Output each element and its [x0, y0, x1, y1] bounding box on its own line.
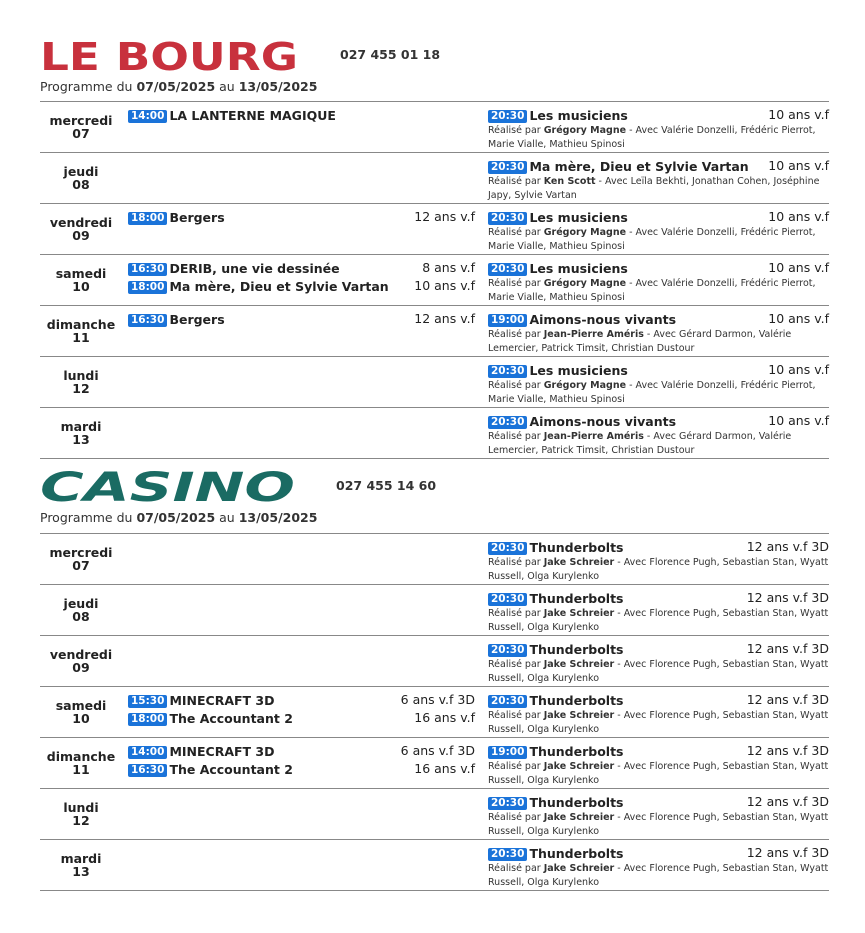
showtime-badge[interactable]: 14:00: [128, 110, 167, 123]
evening-show: [488, 260, 829, 305]
day-date: 12: [72, 813, 90, 828]
film-title[interactable]: Les musiciens: [529, 210, 628, 225]
film-credits: [488, 556, 829, 584]
day-date: 09: [72, 660, 90, 675]
showtime-badge[interactable]: 18:00: [128, 281, 167, 294]
director-name: Jake Schreier: [543, 557, 615, 568]
screening[interactable]: [128, 107, 475, 125]
weekday: vendredi: [49, 647, 113, 662]
film-title[interactable]: MINECRAFT 3D: [169, 744, 275, 759]
day-date: 11: [72, 330, 90, 345]
film-title[interactable]: Thunderbolts: [529, 744, 624, 759]
cast-list: - Avec Valérie Donzelli, Frédéric Pierrot, Marie Vialle, Mathieu Spinosi: [488, 380, 816, 405]
film-credits: [488, 175, 829, 203]
film-credits: [488, 862, 829, 890]
casino-logo: [40, 467, 298, 505]
cast-list: - Avec Gérard Darmon, Valérie Lemercier, Patrick Timsit, Christian Dustour: [488, 431, 792, 456]
cast-list: - Avec Florence Pugh, Sebastian Stan, Wyatt Russell, Olga Kurylenko: [488, 863, 829, 888]
cast-list: - Avec Valérie Donzelli, Frédéric Pierrot, Marie Vialle, Mathieu Spinosi: [488, 125, 816, 150]
director-name: Jake Schreier: [543, 659, 615, 670]
screening[interactable]: [488, 794, 829, 812]
day-date: 10: [72, 279, 90, 294]
screening[interactable]: [488, 413, 829, 431]
age-rating: 8 ans v.f: [422, 260, 475, 275]
directed-by-label: Réalisé par: [488, 329, 541, 340]
day-label: [40, 267, 122, 293]
day-label: [40, 114, 122, 140]
afternoon-shows: [128, 692, 475, 728]
evening-show: [488, 845, 829, 890]
screening[interactable]: [488, 845, 829, 863]
afternoon-shows: [128, 743, 475, 779]
film-credits: [488, 328, 829, 356]
cast-list: - Avec Valérie Donzelli, Frédéric Pierrot, Marie Vialle, Mathieu Spinosi: [488, 278, 816, 303]
film-title[interactable]: Ma mère, Dieu et Sylvie Vartan: [169, 279, 389, 294]
weekday: jeudi: [63, 164, 99, 179]
film-credits: [488, 709, 829, 737]
film-credits: [488, 760, 829, 788]
day-row: [40, 255, 829, 306]
day-row: [40, 789, 829, 840]
age-rating: 10 ans v.f: [768, 311, 829, 326]
directed-by-label: Réalisé par: [488, 608, 541, 619]
director-name: Grégory Magne: [543, 380, 627, 391]
director-name: Jean-Pierre Améris: [543, 329, 644, 340]
showtime-badge[interactable]: 20:30: [488, 593, 527, 606]
day-date: 08: [72, 609, 90, 624]
director-name: Jake Schreier: [543, 761, 615, 772]
age-rating: 10 ans v.f: [768, 413, 829, 428]
day-label: [40, 750, 122, 776]
day-date: 11: [72, 762, 90, 777]
film-title[interactable]: Thunderbolts: [529, 591, 624, 606]
day-row: [40, 153, 829, 204]
day-label: [40, 801, 122, 827]
screening[interactable]: [128, 692, 475, 710]
evening-show: [488, 413, 829, 458]
film-title[interactable]: DERIB, une vie dessinée: [169, 261, 340, 276]
phone-number[interactable]: 027 455 14 60: [336, 478, 437, 493]
day-row: [40, 840, 829, 891]
screening[interactable]: [488, 209, 829, 227]
age-rating: 12 ans v.f 3D: [746, 743, 829, 758]
film-title[interactable]: Thunderbolts: [529, 795, 624, 810]
age-rating: 10 ans v.f: [768, 107, 829, 122]
directed-by-label: Réalisé par: [488, 710, 541, 721]
age-rating: 6 ans v.f 3D: [400, 692, 475, 707]
directed-by-label: Réalisé par: [488, 125, 541, 136]
afternoon-shows: [128, 311, 475, 329]
weekday: vendredi: [49, 215, 113, 230]
evening-show: [488, 641, 829, 686]
showtime-badge[interactable]: 20:30: [488, 416, 527, 429]
afternoon-shows: [128, 107, 475, 125]
age-rating: 12 ans v.f 3D: [746, 590, 829, 605]
screening[interactable]: [128, 278, 475, 296]
cast-list: - Avec Florence Pugh, Sebastian Stan, Wyatt Russell, Olga Kurylenko: [488, 710, 829, 735]
film-title[interactable]: Bergers: [169, 210, 225, 225]
film-credits: [488, 430, 829, 458]
day-date: 12: [72, 381, 90, 396]
weekday: mardi: [60, 851, 102, 866]
showtime-badge[interactable]: 20:30: [488, 212, 527, 225]
age-rating: 12 ans v.f 3D: [746, 692, 829, 707]
evening-show: [488, 590, 829, 635]
day-row: [40, 306, 829, 357]
directed-by-label: Réalisé par: [488, 812, 541, 823]
screening[interactable]: [488, 362, 829, 380]
film-title[interactable]: Thunderbolts: [529, 693, 624, 708]
showtime-badge[interactable]: 16:30: [128, 263, 167, 276]
film-title[interactable]: Les musiciens: [529, 108, 628, 123]
schedule-table: [40, 101, 829, 459]
screening[interactable]: [488, 692, 829, 710]
showtime-badge[interactable]: 15:30: [128, 695, 167, 708]
film-credits: [488, 379, 829, 407]
day-date: 13: [72, 864, 90, 879]
screening[interactable]: [488, 158, 829, 176]
screening[interactable]: [488, 311, 829, 329]
showtime-badge[interactable]: 19:00: [488, 746, 527, 759]
weekday: lundi: [63, 800, 99, 815]
weekday: dimanche: [46, 749, 116, 764]
film-credits: [488, 124, 829, 152]
film-title[interactable]: Ma mère, Dieu et Sylvie Vartan: [529, 159, 749, 174]
directed-by-label: Réalisé par: [488, 761, 541, 772]
weekday: lundi: [63, 368, 99, 383]
film-title[interactable]: The Accountant 2: [169, 762, 293, 777]
directed-by-label: Réalisé par: [488, 659, 541, 670]
phone-number[interactable]: 027 455 01 18: [340, 47, 441, 62]
evening-show: [488, 794, 829, 839]
showtime-badge[interactable]: 20:30: [488, 695, 527, 708]
day-row: [40, 357, 829, 408]
evening-show: [488, 209, 829, 254]
day-row: [40, 102, 829, 153]
age-rating: 12 ans v.f 3D: [746, 539, 829, 554]
screening[interactable]: [488, 539, 829, 557]
screening[interactable]: [128, 743, 475, 761]
directed-by-label: Réalisé par: [488, 278, 541, 289]
film-title[interactable]: Thunderbolts: [529, 846, 624, 861]
day-date: 08: [72, 177, 90, 192]
screening[interactable]: [488, 743, 829, 761]
film-title[interactable]: Bergers: [169, 312, 225, 327]
film-title[interactable]: The Accountant 2: [169, 711, 293, 726]
day-row: [40, 204, 829, 255]
cast-list: - Avec Florence Pugh, Sebastian Stan, Wyatt Russell, Olga Kurylenko: [488, 557, 829, 582]
age-rating: 12 ans v.f 3D: [746, 845, 829, 860]
logo-text: CASINO: [40, 467, 295, 505]
showtime-badge[interactable]: 16:30: [128, 314, 167, 327]
showtime-badge[interactable]: 14:00: [128, 746, 167, 759]
age-rating: 12 ans v.f: [414, 209, 475, 224]
cinema-casino: [40, 467, 829, 888]
showtime-badge[interactable]: 20:30: [488, 644, 527, 657]
directed-by-label: Réalisé par: [488, 380, 541, 391]
age-rating: 16 ans v.f: [414, 761, 475, 776]
directed-by-label: Réalisé par: [488, 176, 541, 187]
evening-show: [488, 362, 829, 407]
directed-by-label: Réalisé par: [488, 227, 541, 238]
film-credits: [488, 607, 829, 635]
showtime-badge[interactable]: 20:30: [488, 797, 527, 810]
day-label: [40, 597, 122, 623]
age-rating: 10 ans v.f: [768, 209, 829, 224]
day-label: [40, 546, 122, 572]
programme-dates: Programme du 07/05/2025 au 13/05/2025: [40, 510, 318, 525]
le-bourg-logo: [40, 37, 302, 73]
directed-by-label: Réalisé par: [488, 431, 541, 442]
showtime-badge[interactable]: 20:30: [488, 365, 527, 378]
film-title[interactable]: Aimons-nous vivants: [529, 414, 677, 429]
film-credits: [488, 277, 829, 305]
day-date: 07: [72, 558, 90, 573]
film-title[interactable]: Thunderbolts: [529, 540, 624, 555]
showtime-badge[interactable]: 20:30: [488, 848, 527, 861]
cast-list: - Avec Valérie Donzelli, Frédéric Pierrot, Marie Vialle, Mathieu Spinosi: [488, 227, 816, 252]
day-row: [40, 408, 829, 459]
screening[interactable]: [488, 590, 829, 608]
director-name: Jean-Pierre Améris: [543, 431, 644, 442]
age-rating: 10 ans v.f: [768, 362, 829, 377]
day-label: [40, 318, 122, 344]
screening[interactable]: [488, 260, 829, 278]
screening[interactable]: [488, 107, 829, 125]
screening[interactable]: [128, 311, 475, 329]
showtime-badge[interactable]: 20:30: [488, 263, 527, 276]
weekday: dimanche: [46, 317, 116, 332]
weekday: mardi: [60, 419, 102, 434]
day-row: [40, 636, 829, 687]
programme-dates: Programme du 07/05/2025 au 13/05/2025: [40, 79, 318, 94]
age-rating: 12 ans v.f: [414, 311, 475, 326]
cinema-header: [40, 37, 829, 77]
screening[interactable]: [128, 260, 475, 278]
day-row: [40, 687, 829, 738]
age-rating: 10 ans v.f: [414, 278, 475, 293]
day-label: [40, 216, 122, 242]
day-label: [40, 165, 122, 191]
film-credits: [488, 811, 829, 839]
evening-show: [488, 107, 829, 152]
age-rating: 10 ans v.f: [768, 260, 829, 275]
day-row: [40, 738, 829, 789]
cast-list: - Avec Florence Pugh, Sebastian Stan, Wyatt Russell, Olga Kurylenko: [488, 659, 829, 684]
evening-show: [488, 743, 829, 788]
age-rating: 6 ans v.f 3D: [400, 743, 475, 758]
evening-show: [488, 158, 829, 203]
film-title[interactable]: Aimons-nous vivants: [529, 312, 677, 327]
showtime-badge[interactable]: 16:30: [128, 764, 167, 777]
weekday: samedi: [55, 698, 107, 713]
logo-text: LE BOURG: [40, 37, 298, 73]
afternoon-shows: [128, 209, 475, 227]
director-name: Ken Scott: [543, 176, 596, 187]
day-date: 09: [72, 228, 90, 243]
weekday: samedi: [55, 266, 107, 281]
cast-list: - Avec Florence Pugh, Sebastian Stan, Wyatt Russell, Olga Kurylenko: [488, 761, 829, 786]
cast-list: - Avec Florence Pugh, Sebastian Stan, Wyatt Russell, Olga Kurylenko: [488, 608, 829, 633]
age-rating: 16 ans v.f: [414, 710, 475, 725]
director-name: Grégory Magne: [543, 278, 627, 289]
age-rating: 12 ans v.f 3D: [746, 641, 829, 656]
cinema-le-bourg: [40, 37, 829, 456]
schedule-table: [40, 533, 829, 891]
weekday: mercredi: [49, 545, 113, 560]
cinema-header: [40, 467, 829, 507]
director-name: Grégory Magne: [543, 227, 627, 238]
showtime-badge[interactable]: 18:00: [128, 212, 167, 225]
day-label: [40, 369, 122, 395]
screening[interactable]: [128, 761, 475, 779]
film-title[interactable]: Les musiciens: [529, 363, 628, 378]
showtime-badge[interactable]: 19:00: [488, 314, 527, 327]
screening[interactable]: [128, 710, 475, 728]
age-rating: 12 ans v.f 3D: [746, 794, 829, 809]
day-row: [40, 585, 829, 636]
day-date: 07: [72, 126, 90, 141]
evening-show: [488, 311, 829, 356]
director-name: Jake Schreier: [543, 608, 615, 619]
day-label: [40, 699, 122, 725]
screening[interactable]: [488, 641, 829, 659]
director-name: Jake Schreier: [543, 812, 615, 823]
day-label: [40, 852, 122, 878]
film-title[interactable]: Les musiciens: [529, 261, 628, 276]
evening-show: [488, 692, 829, 737]
day-label: [40, 648, 122, 674]
afternoon-shows: [128, 260, 475, 296]
showtime-badge[interactable]: 18:00: [128, 713, 167, 726]
director-name: Jake Schreier: [543, 863, 615, 874]
day-label: [40, 420, 122, 446]
weekday: mercredi: [49, 113, 113, 128]
film-credits: [488, 226, 829, 254]
film-title[interactable]: Thunderbolts: [529, 642, 624, 657]
showtime-badge[interactable]: 20:30: [488, 161, 527, 174]
directed-by-label: Réalisé par: [488, 557, 541, 568]
day-row: [40, 534, 829, 585]
showtime-badge[interactable]: 20:30: [488, 542, 527, 555]
film-title[interactable]: LA LANTERNE MAGIQUE: [169, 108, 336, 123]
cast-list: - Avec Gérard Darmon, Valérie Lemercier, Patrick Timsit, Christian Dustour: [488, 329, 792, 354]
day-date: 13: [72, 432, 90, 447]
showtime-badge[interactable]: 20:30: [488, 110, 527, 123]
screening[interactable]: [128, 209, 475, 227]
cast-list: - Avec Florence Pugh, Sebastian Stan, Wyatt Russell, Olga Kurylenko: [488, 812, 829, 837]
evening-show: [488, 539, 829, 584]
weekday: jeudi: [63, 596, 99, 611]
cast-list: - Avec Leïla Bekhti, Jonathan Cohen, Joséphine Japy, Sylvie Vartan: [488, 176, 820, 201]
film-credits: [488, 658, 829, 686]
age-rating: 10 ans v.f: [768, 158, 829, 173]
director-name: Jake Schreier: [543, 710, 615, 721]
directed-by-label: Réalisé par: [488, 863, 541, 874]
day-date: 10: [72, 711, 90, 726]
director-name: Grégory Magne: [543, 125, 627, 136]
film-title[interactable]: MINECRAFT 3D: [169, 693, 275, 708]
